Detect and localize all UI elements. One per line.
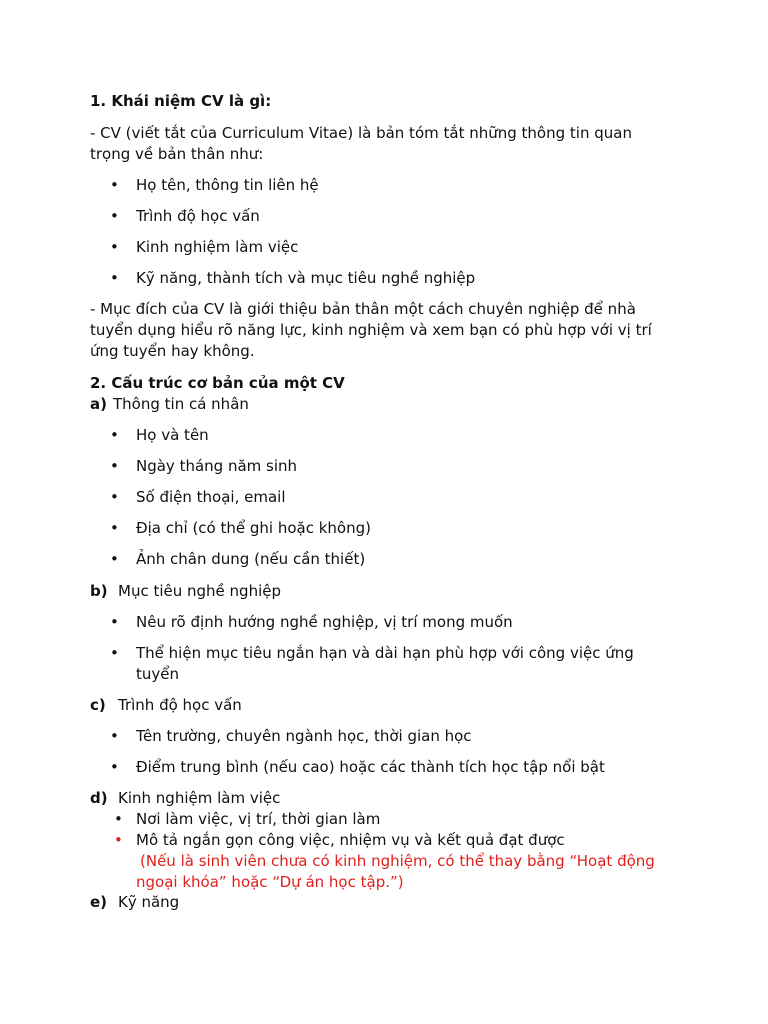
note-line-1: (Nếu là sinh viên chưa có kinh nghiệm, có thể thay bằng “Hoạt động	[140, 852, 655, 870]
list-item-line-2: tuyển	[136, 665, 180, 683]
list-item: Họ và tên	[136, 426, 209, 444]
cv-purpose-line-2: tuyển dụng hiểu rõ năng lực, kinh nghiệm và xem bạn có phù hợp với vị trí	[90, 321, 652, 339]
note-line-2: ngoại khóa” hoặc “Dự án học tập.”)	[136, 873, 404, 891]
list-item: Trình độ học vấn	[136, 207, 260, 225]
list-item: Họ tên, thông tin liên hệ	[136, 176, 319, 194]
bullet-icon: •	[110, 207, 119, 225]
section-2-heading: 2. Cấu trúc cơ bản của một CV	[90, 374, 345, 392]
bullet-icon: •	[114, 831, 123, 849]
section-1-heading: 1. Khái niệm CV là gì:	[90, 92, 272, 110]
subsection-c-title: Trình độ học vấn	[118, 696, 242, 714]
list-item: Ngày tháng năm sinh	[136, 457, 298, 475]
subsection-b-title: Mục tiêu nghề nghiệp	[118, 582, 282, 600]
list-item: Nêu rõ định hướng nghề nghiệp, vị trí mong muốn	[136, 613, 513, 631]
subsection-a-title: Thông tin cá nhân	[113, 395, 249, 413]
bullet-icon: •	[110, 238, 119, 256]
bullet-icon: •	[110, 426, 119, 444]
subsection-d-marker: d)	[90, 789, 108, 807]
bullet-icon: •	[110, 488, 119, 506]
bullet-icon: •	[110, 269, 119, 287]
list-item-line-1: Thể hiện mục tiêu ngắn hạn và dài hạn phù hợp với công việc ứng	[136, 644, 634, 662]
list-item: Mô tả ngắn gọn công việc, nhiệm vụ và kết quả đạt được	[136, 831, 565, 849]
bullet-icon: •	[110, 550, 119, 568]
list-item: Nơi làm việc, vị trí, thời gian làm	[136, 810, 381, 828]
subsection-d-title: Kinh nghiệm làm việc	[118, 789, 281, 807]
list-item: Kinh nghiệm làm việc	[136, 238, 299, 256]
cv-purpose-line-1: - Mục đích của CV là giới thiệu bản thân một cách chuyên nghiệp để nhà	[90, 300, 636, 318]
cv-definition-line-2: trọng về bản thân như:	[90, 145, 264, 163]
list-item: Điểm trung bình (nếu cao) hoặc các thành tích học tập nổi bật	[136, 758, 605, 776]
bullet-icon: •	[110, 613, 119, 631]
subsection-c-marker: c)	[90, 696, 106, 714]
list-item: Số điện thoại, email	[136, 488, 286, 506]
subsection-e-title: Kỹ năng	[118, 893, 180, 911]
list-item: Địa chỉ (có thể ghi hoặc không)	[136, 519, 371, 537]
subsection-e-marker: e)	[90, 893, 108, 911]
bullet-icon: •	[110, 176, 119, 194]
bullet-icon: •	[110, 519, 119, 537]
bullet-icon: •	[110, 644, 119, 662]
subsection-a-marker: a)	[90, 395, 107, 413]
subsection-b-marker: b)	[90, 582, 108, 600]
bullet-icon: •	[110, 758, 119, 776]
cv-purpose-line-3: ứng tuyển hay không.	[90, 342, 255, 360]
list-item: Kỹ năng, thành tích và mục tiêu nghề nghiệp	[136, 269, 476, 287]
bullet-icon: •	[110, 727, 119, 745]
list-item: Tên trường, chuyên ngành học, thời gian học	[136, 727, 472, 745]
bullet-icon: •	[114, 810, 123, 828]
list-item: Ảnh chân dung (nếu cần thiết)	[136, 550, 366, 568]
bullet-icon: •	[110, 457, 119, 475]
cv-definition-line-1: - CV (viết tắt của Curriculum Vitae) là bản tóm tắt những thông tin quan	[90, 124, 632, 142]
